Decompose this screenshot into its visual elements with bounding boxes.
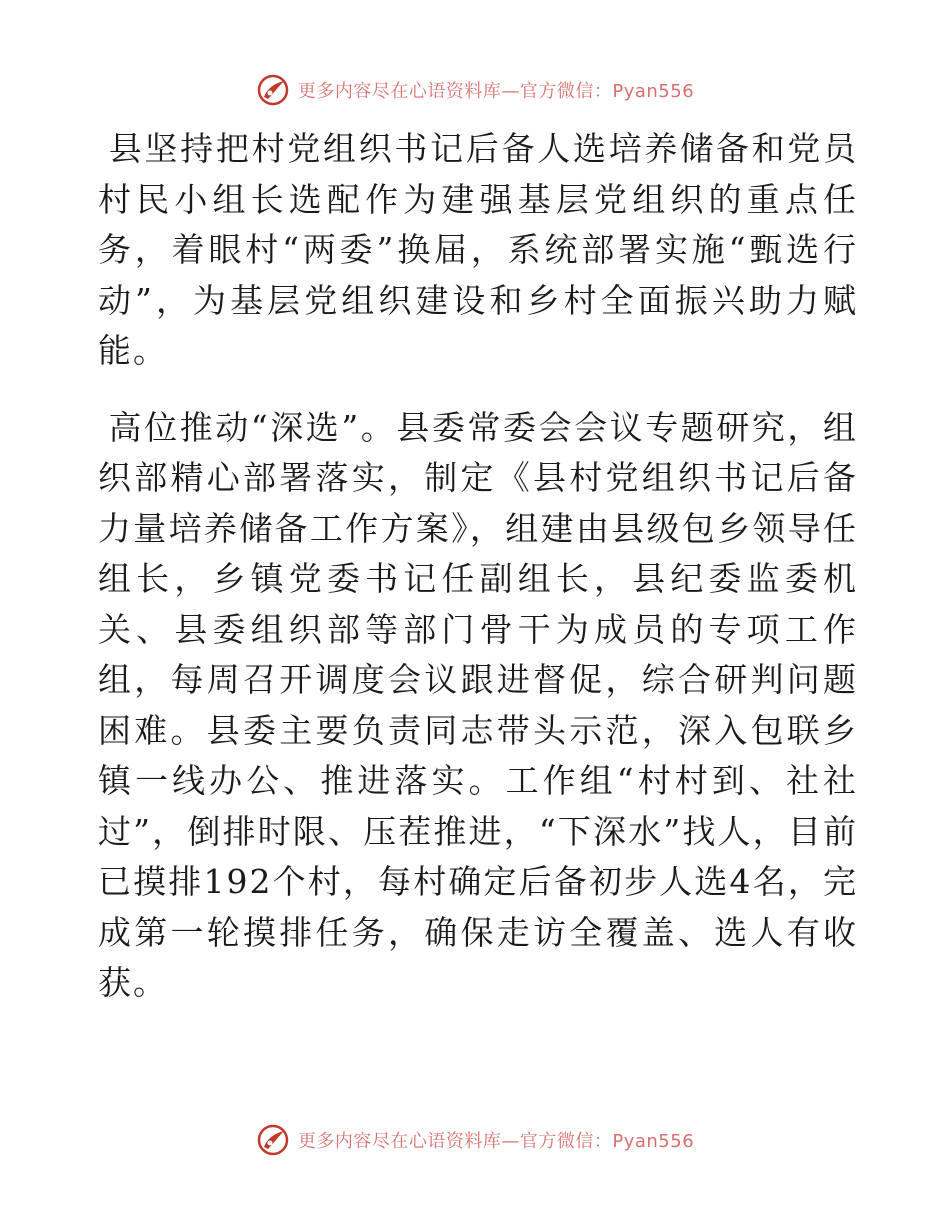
paragraph-2 bbox=[98, 403, 858, 1009]
banner-text: 更多内容尽在心语资料库—官方微信：Pyan556 bbox=[297, 1131, 695, 1152]
header-banner bbox=[0, 70, 950, 110]
brand-logo-icon bbox=[256, 73, 290, 107]
paragraph-2-text: 高位推动“深选”。县委常委会会议专题研究，组织部精心部署落实，制定《县村党组织书记后备力量培养储备工作方案》，组建由县级包乡领导任组长，乡镇党委书记任副组长，县纪委监委机关、县委组织部等部门骨干为成员的专项工作组，每周召开调度会议跟进督促，综合研判问题困难。县委主要负责同志带头示范，深入包联乡镇一线办公、推进落实。工作组“村村到、社社过”，倒排时限、压茬推进，“下深水”找人，目前已摸排192个村，每村确定后备初步人选4名，完成第一轮摸排任务，确保走访全覆盖、选人有收获。 bbox=[98, 407, 858, 1002]
brand-logo-icon bbox=[256, 1123, 290, 1157]
paragraph-1-text: 县坚持把村党组织书记后备人选培养储备和党员村民小组长选配作为建强基层党组织的重点任务，着眼村“两委”换届，系统部署实施“甄选行动”，为基层党组织建设和乡村全面振兴助力赋能。 bbox=[98, 129, 858, 370]
document-body bbox=[98, 124, 858, 1009]
banner-text: 更多内容尽在心语资料库—官方微信：Pyan556 bbox=[297, 81, 695, 102]
footer-banner bbox=[0, 1120, 950, 1160]
paragraph-1 bbox=[98, 124, 858, 377]
